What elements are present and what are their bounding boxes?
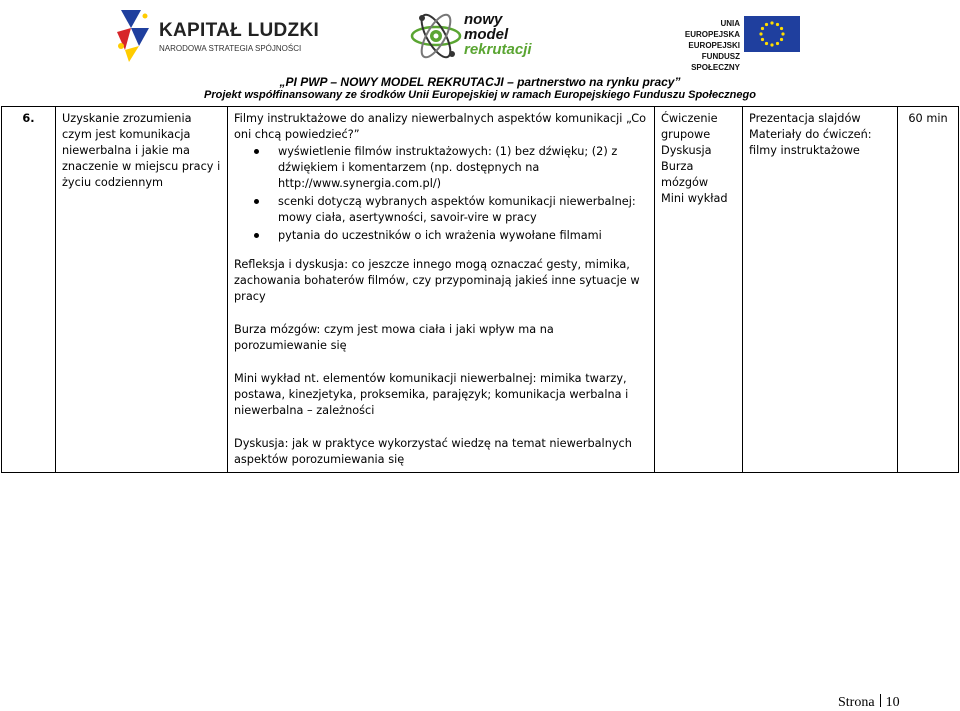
page-number: 10 xyxy=(885,695,900,710)
material-item: Materiały do ćwiczeń: filmy instruktażowe xyxy=(749,128,872,157)
bullet-icon xyxy=(254,233,259,238)
list-item xyxy=(278,144,648,192)
eu-line-3: FUNDUSZ SPOŁECZNY xyxy=(691,52,740,72)
eu-star-icon xyxy=(761,27,764,30)
kapital-ludzki-logo xyxy=(115,6,320,64)
eu-line-2: EUROPEJSKI xyxy=(688,41,740,50)
logo-title: KAPITAŁ LUDZKI xyxy=(159,20,320,41)
kapital-ludzki-emblem-icon xyxy=(115,6,155,64)
bullet-icon xyxy=(254,199,259,204)
row-number: 6. xyxy=(2,107,56,473)
logo-line-2: model xyxy=(464,26,509,43)
eu-star-icon xyxy=(770,21,773,24)
method-item: Burza mózgów xyxy=(661,160,709,189)
list-item-text: scenki dotyczą wybranych aspektów komunikacji niewerbalnej: mowy ciała, asertywności, savoir-vire w pracy xyxy=(278,195,636,224)
project-subtitle: Projekt współfinansowany ze środków Unii Europejskiej w ramach Europejskiego Funduszu Społecznego xyxy=(204,89,756,101)
eu-star-icon xyxy=(761,38,764,41)
content-paragraph: Burza mózgów: czym jest mowa ciała i jaki wpływ ma na porozumiewanie się xyxy=(234,323,554,352)
page-label: Strona xyxy=(838,695,875,710)
document-header xyxy=(0,0,960,108)
duration-cell: 60 min xyxy=(898,107,959,473)
goal-cell: Uzyskanie zrozumienia czym jest komunikacja niewerbalna i jakie ma znaczenie w miejscu pracy i życiu codziennym xyxy=(56,107,228,473)
eu-logo-text xyxy=(668,18,740,73)
content-cell xyxy=(228,107,655,473)
project-title: „PI PWP – NOWY MODEL REKRUTACJI – partnerstwo na rynku pracy” xyxy=(279,75,681,89)
list-item-text: wyświetlenie filmów instruktażowych: (1) bez dźwięku; (2) z dźwiękiem i komentarzem (np. dostępnych na http://www.synergia.com.pl/) xyxy=(278,145,618,190)
eu-star-icon xyxy=(776,23,779,26)
eu-star-icon xyxy=(759,32,762,35)
lesson-plan-table xyxy=(1,106,959,473)
eu-logo xyxy=(668,16,800,72)
method-item: Mini wykład xyxy=(661,192,728,205)
content-paragraph: Dyskusja: jak w praktyce wykorzystać wiedzę na temat niewerbalnych aspektów porozumiewania się xyxy=(234,437,632,466)
logo-subtitle: NARODOWA STRATEGIA SPÓJNOŚCI xyxy=(159,44,302,53)
method-item: Ćwiczenie grupowe xyxy=(661,112,718,141)
material-item: Prezentacja slajdów xyxy=(749,112,861,125)
logo-wordmark xyxy=(464,12,532,57)
atom-logo-icon xyxy=(408,4,466,66)
logo-line-1: nowy xyxy=(464,11,503,28)
content-paragraph: Mini wykład nt. elementów komunikacji niewerbalnej: mimika twarzy, postawa, kinezjetyka, proksemika, parajęzyk; komunikacja werbalna i niewerbalna – zależności xyxy=(234,372,629,417)
nowy-model-rekrutacji-logo xyxy=(408,4,538,68)
method-item: Dyskusja xyxy=(661,144,712,157)
eu-flag-icon xyxy=(744,16,800,52)
list-item-text: pytania do uczestników o ich wrażenia wywołane filmami xyxy=(278,229,602,242)
eu-star-icon xyxy=(765,42,768,45)
logo-line-3: rekrutacji xyxy=(464,41,532,58)
page-footer xyxy=(838,694,900,711)
eu-star-icon xyxy=(780,38,783,41)
table-row xyxy=(2,107,959,473)
methods-cell xyxy=(655,107,743,473)
eu-star-icon xyxy=(781,32,784,35)
materials-cell xyxy=(743,107,898,473)
content-intro: Filmy instruktażowe do analizy niewerbalnych aspektów komunikacji „Co oni chcą powiedzieć?” xyxy=(234,112,646,141)
page-separator xyxy=(880,694,881,707)
bullet-icon xyxy=(254,149,259,154)
eu-star-icon xyxy=(765,23,768,26)
content-bullet-list xyxy=(234,144,648,244)
eu-line-1: UNIA EUROPEJSKA xyxy=(684,19,740,39)
content-paragraph: Refleksja i dyskusja: co jeszcze innego mogą oznaczać gesty, mimika, zachowania bohaterów filmów, czy przypominają jakieś inne sytuacje w pracy xyxy=(234,258,640,303)
eu-star-icon xyxy=(776,42,779,45)
list-item xyxy=(278,228,648,244)
eu-star-icon xyxy=(770,43,773,46)
eu-star-icon xyxy=(780,27,783,30)
list-item xyxy=(278,194,648,226)
